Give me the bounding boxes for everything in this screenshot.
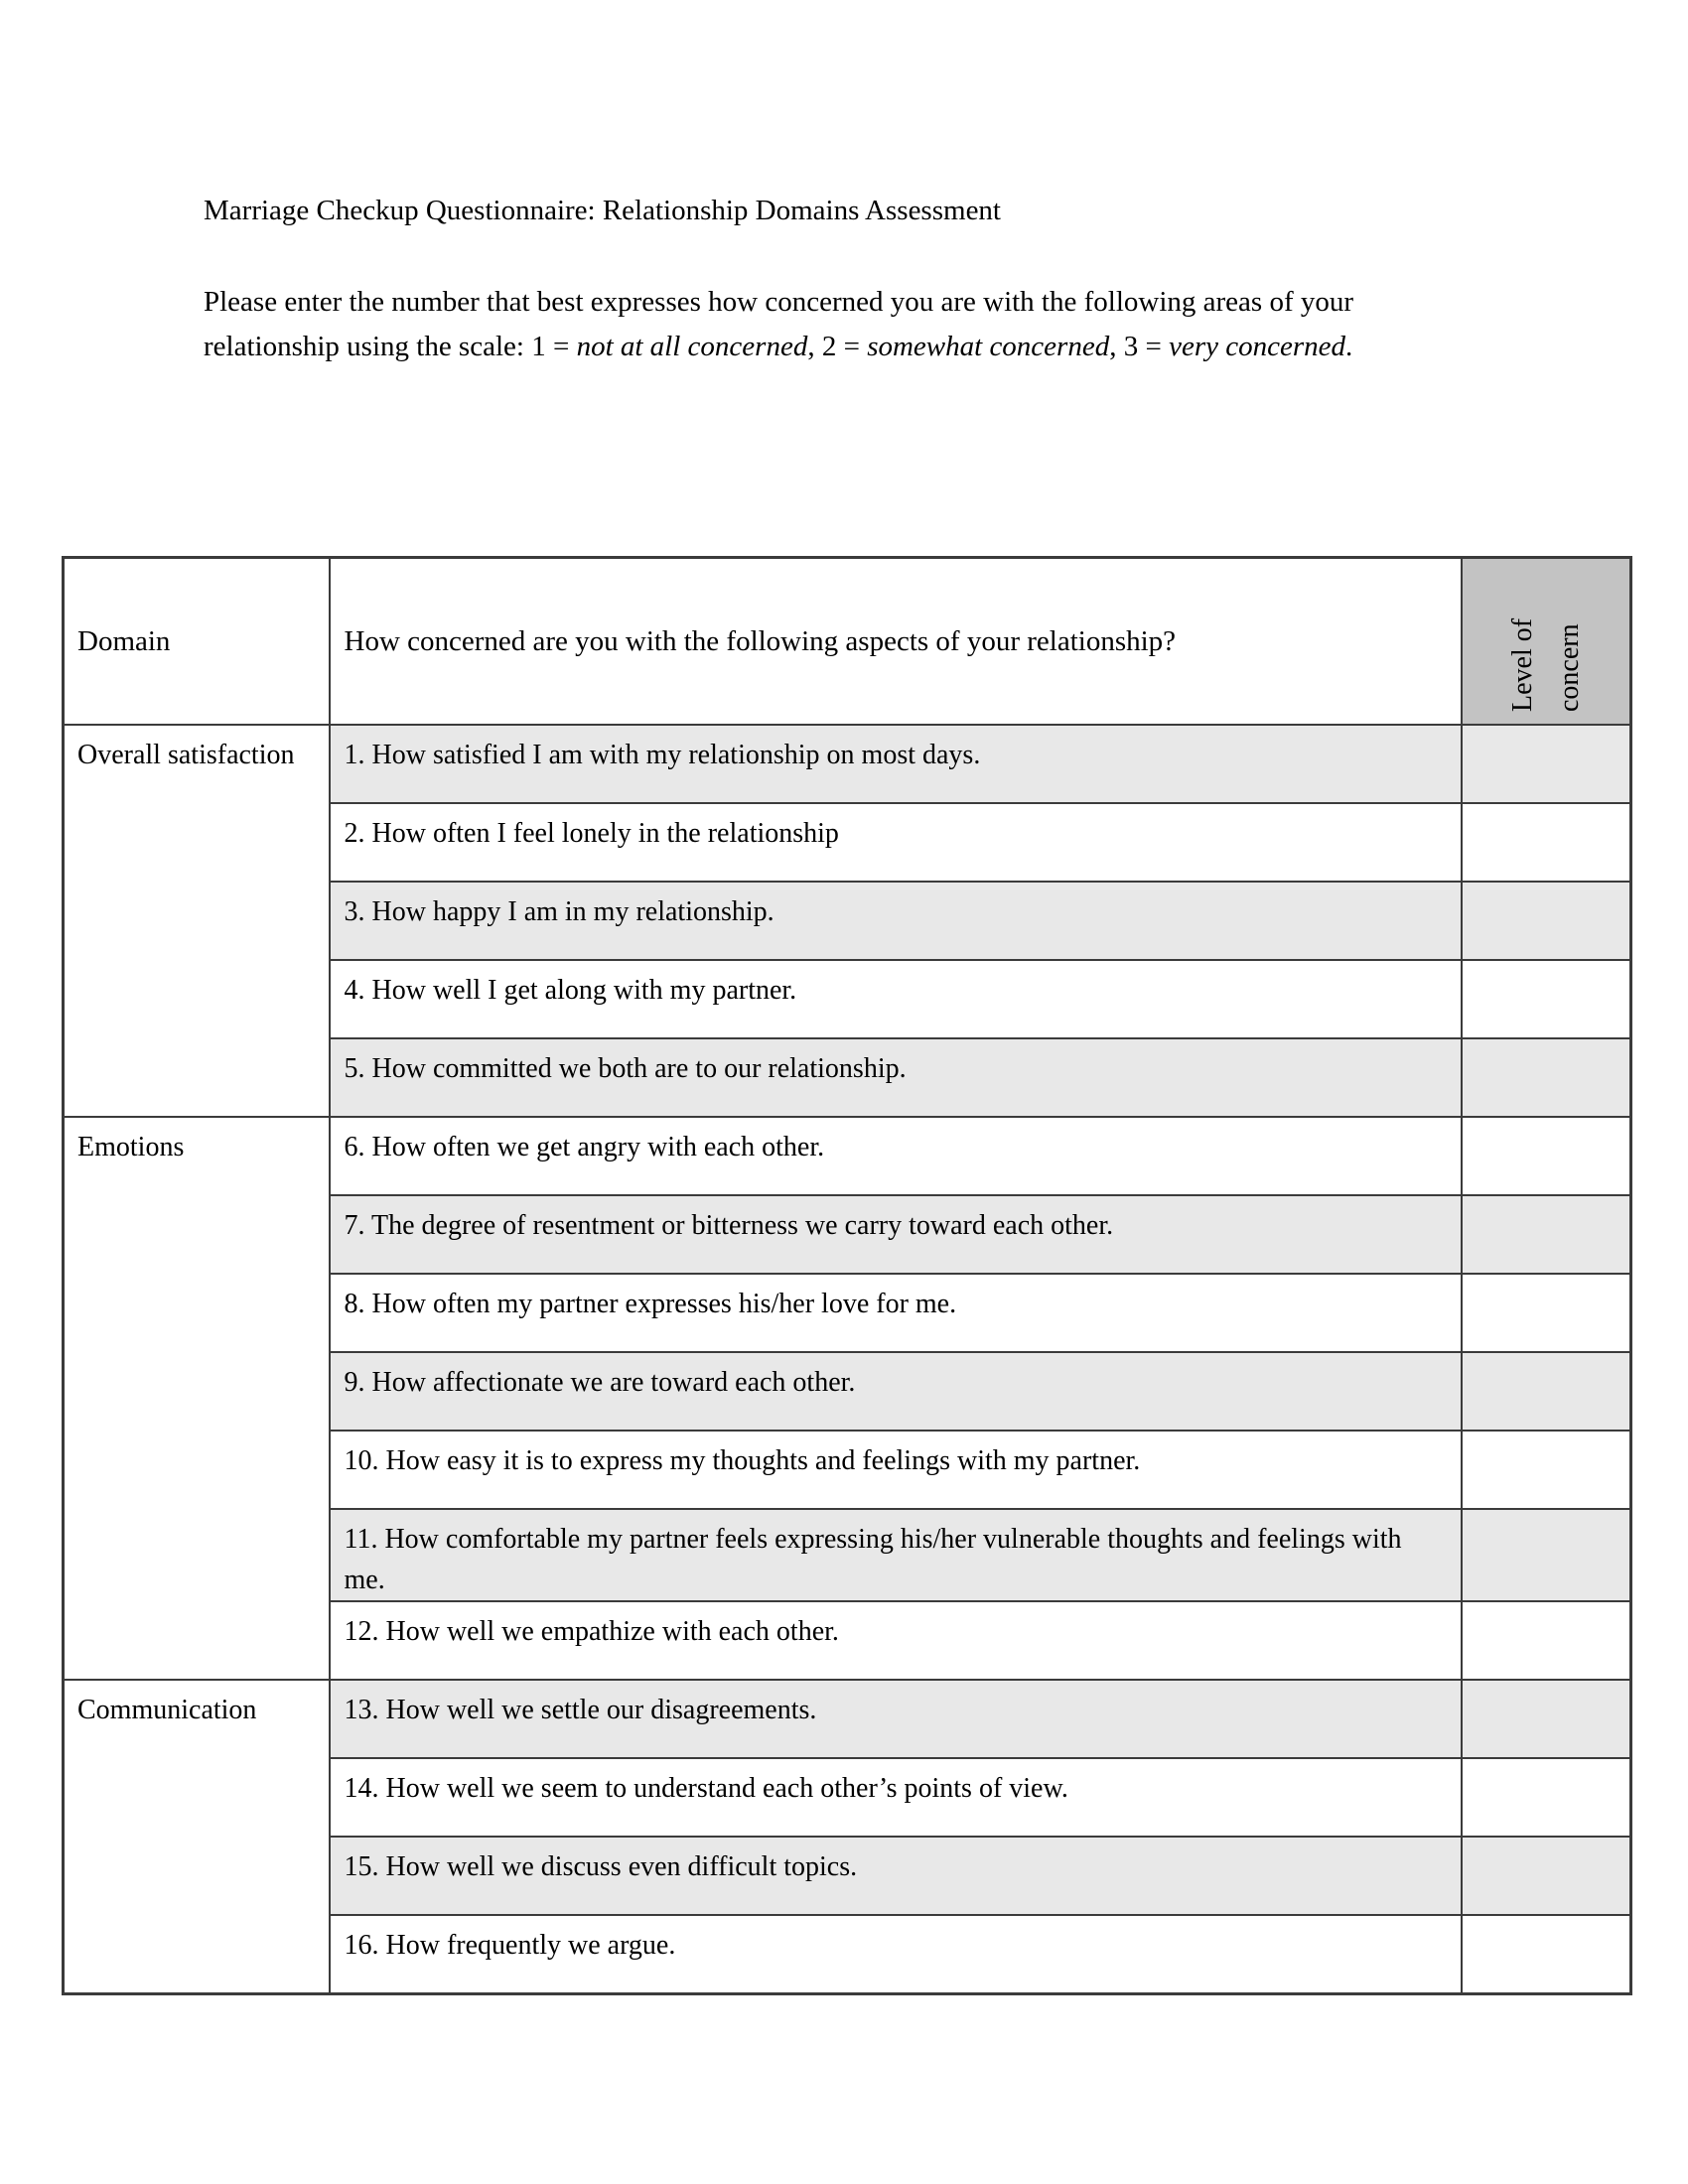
concern-input-cell[interactable] [1462, 960, 1631, 1038]
domain-cell-overall-satisfaction: Overall satisfaction [64, 725, 330, 1117]
question-cell: 7. The degree of resentment or bitterness we carry toward each other. [330, 1195, 1462, 1274]
level-column-header [1462, 558, 1631, 726]
question-cell: 9. How affectionate we are toward each other. [330, 1352, 1462, 1431]
domain-cell-communication: Communication [64, 1680, 330, 1993]
concern-input-cell[interactable] [1462, 1274, 1631, 1352]
intro-lead: Please enter the number that best expresses how concerned you are with the following areas of your relationship using the scale: 1 = [204, 286, 1354, 362]
scale-label-3: very concerned [1169, 331, 1346, 362]
intro-sep-1: , 2 = [807, 331, 868, 362]
assessment-table [62, 556, 1632, 1995]
question-cell: 3. How happy I am in my relationship. [330, 882, 1462, 960]
concern-input-cell[interactable] [1462, 1352, 1631, 1431]
question-cell: 2. How often I feel lonely in the relationship [330, 803, 1462, 882]
question-cell: 15. How well we discuss even difficult topics. [330, 1837, 1462, 1915]
concern-input-cell[interactable] [1462, 1117, 1631, 1195]
intro-paragraph [204, 280, 1447, 369]
table-row [64, 1117, 1631, 1195]
concern-input-cell[interactable] [1462, 1431, 1631, 1509]
level-of-concern-rotated-label: Level of concern [1506, 617, 1585, 712]
concern-input-cell[interactable] [1462, 1680, 1631, 1758]
question-cell: 8. How often my partner expresses his/her love for me. [330, 1274, 1462, 1352]
intro-end: . [1345, 331, 1353, 362]
concern-input-cell[interactable] [1462, 1509, 1631, 1601]
question-cell: 14. How well we seem to understand each other’s points of view. [330, 1758, 1462, 1837]
scale-label-1: not at all concerned [576, 331, 808, 362]
concern-input-cell[interactable] [1462, 1038, 1631, 1117]
question-cell: 5. How committed we both are to our relationship. [330, 1038, 1462, 1117]
domain-column-header: Domain [64, 558, 330, 726]
intro-sep-2: , 3 = [1109, 331, 1170, 362]
question-cell: 16. How frequently we argue. [330, 1915, 1462, 1993]
concern-input-cell[interactable] [1462, 1915, 1631, 1993]
table-row [64, 725, 1631, 803]
concern-input-cell[interactable] [1462, 1837, 1631, 1915]
question-cell: 4. How well I get along with my partner. [330, 960, 1462, 1038]
question-cell: 6. How often we get angry with each other. [330, 1117, 1462, 1195]
concern-input-cell[interactable] [1462, 803, 1631, 882]
concern-input-cell[interactable] [1462, 882, 1631, 960]
concern-input-cell[interactable] [1462, 1195, 1631, 1274]
question-cell: 12. How well we empathize with each other. [330, 1601, 1462, 1680]
scale-label-2: somewhat concerned [867, 331, 1110, 362]
concern-input-cell[interactable] [1462, 725, 1631, 803]
question-cell: 13. How well we settle our disagreements. [330, 1680, 1462, 1758]
table-header-row [64, 558, 1631, 726]
domain-cell-emotions: Emotions [64, 1117, 330, 1680]
question-cell: 1. How satisfied I am with my relationship on most days. [330, 725, 1462, 803]
concern-input-cell[interactable] [1462, 1758, 1631, 1837]
question-cell: 11. How comfortable my partner feels expressing his/her vulnerable thoughts and feelings with me. [330, 1509, 1462, 1601]
page-title: Marriage Checkup Questionnaire: Relationship Domains Assessment [204, 195, 1001, 226]
question-column-header: How concerned are you with the following aspects of your relationship? [330, 558, 1462, 726]
table-row [64, 1680, 1631, 1758]
concern-input-cell[interactable] [1462, 1601, 1631, 1680]
question-cell: 10. How easy it is to express my thoughts and feelings with my partner. [330, 1431, 1462, 1509]
